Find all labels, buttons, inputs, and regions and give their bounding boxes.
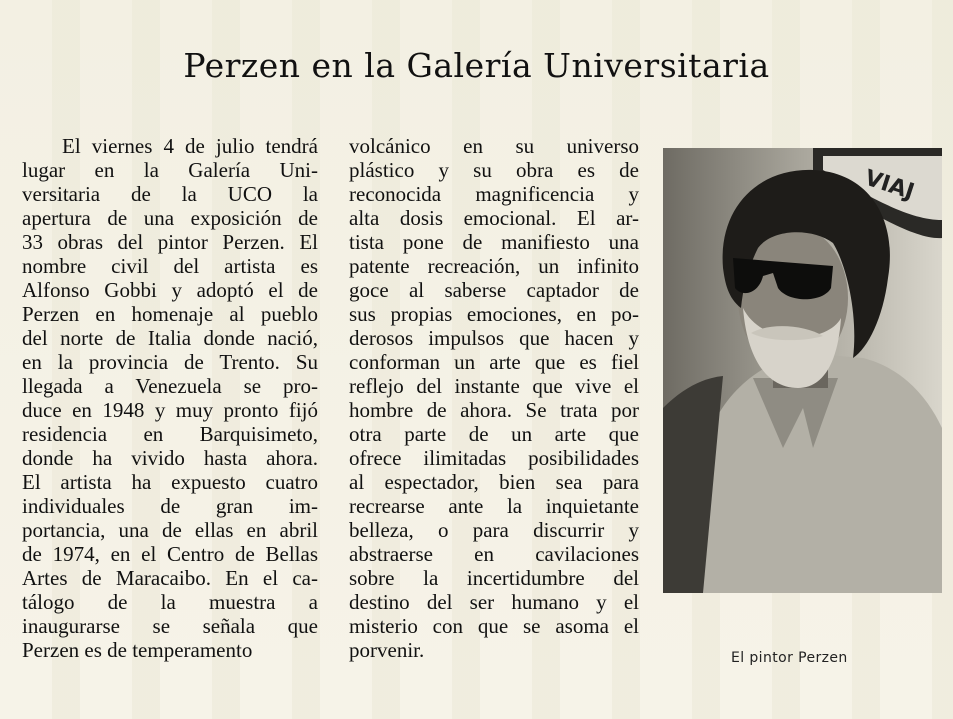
- text-line: reconocida magnificencia y: [349, 182, 639, 206]
- portrait-photo: [663, 148, 942, 593]
- text-line: nombre civil del artista es: [22, 254, 318, 278]
- text-line: reflejo del instante que vive el: [349, 374, 639, 398]
- text-line: individuales de gran im-: [22, 494, 318, 518]
- text-line: apertura de una exposición de: [22, 206, 318, 230]
- text-line: Perzen es de temperamento: [22, 638, 253, 662]
- headline: Perzen en la Galería Universitaria: [183, 46, 770, 85]
- text-line: Perzen en homenaje al pueblo: [22, 302, 318, 326]
- sign-text: VIAJ: [861, 165, 918, 206]
- article-column-middle: [349, 134, 639, 662]
- text-line: del norte de Italia donde nació,: [22, 326, 318, 350]
- text-line: sus propias emociones, en po-: [349, 302, 639, 326]
- text-line: de 1974, en el Centro de Bellas: [22, 542, 318, 566]
- text-line: goce al saberse captador de: [349, 278, 639, 302]
- article-column-left: [22, 134, 318, 662]
- text-line: donde ha vivido hasta ahora.: [22, 446, 318, 470]
- text-line: llegada a Venezuela se pro-: [22, 374, 318, 398]
- portrait-photo-drawing: [663, 148, 942, 593]
- text-line: en la provincia de Trento. Su: [22, 350, 318, 374]
- text-line: recrearse ante la inquietante: [349, 494, 639, 518]
- text-line: volcánico en su universo: [349, 134, 639, 158]
- text-line: conforman un arte que es fiel: [349, 350, 639, 374]
- text-line: tista pone de manifiesto una: [349, 230, 639, 254]
- text-line: plástico y su obra es de: [349, 158, 639, 182]
- text-line: 33 obras del pintor Perzen. El: [22, 230, 318, 254]
- text-line: derosos impulsos que hacen y: [349, 326, 639, 350]
- text-line: alta dosis emocional. El ar-: [349, 206, 639, 230]
- text-line: residencia en Barquisimeto,: [22, 422, 318, 446]
- text-line: versitaria de la UCO la: [22, 182, 318, 206]
- text-line: otra parte de un arte que: [349, 422, 639, 446]
- text-line: Alfonso Gobbi y adoptó el de: [22, 278, 318, 302]
- text-line: porvenir.: [349, 638, 425, 662]
- text-line: inaugurarse se señala que: [22, 614, 318, 638]
- text-line: misterio con que se asoma el: [349, 614, 639, 638]
- text-line: al espectador, bien sea para: [349, 470, 639, 494]
- text-line: belleza, o para discurrir y: [349, 518, 639, 542]
- text-line: abstraerse en cavilaciones: [349, 542, 639, 566]
- text-line: hombre de ahora. Se trata por: [349, 398, 639, 422]
- text-line: lugar en la Galería Uni-: [22, 158, 318, 182]
- text-line: Artes de Maracaibo. En el ca-: [22, 566, 318, 590]
- text-line: El viernes 4 de julio tendrá: [62, 134, 318, 158]
- text-line: tálogo de la muestra a: [22, 590, 318, 614]
- photo-caption: El pintor Perzen: [731, 650, 848, 666]
- text-line: ofrece ilimitadas posibilidades: [349, 446, 639, 470]
- text-line: portancia, una de ellas en abril: [22, 518, 318, 542]
- text-line: patente recreación, un infinito: [349, 254, 639, 278]
- text-line: destino del ser humano y el: [349, 590, 639, 614]
- text-line: duce en 1948 y muy pronto fijó: [22, 398, 318, 422]
- text-line: sobre la incertidumbre del: [349, 566, 639, 590]
- text-line: El artista ha expuesto cuatro: [22, 470, 318, 494]
